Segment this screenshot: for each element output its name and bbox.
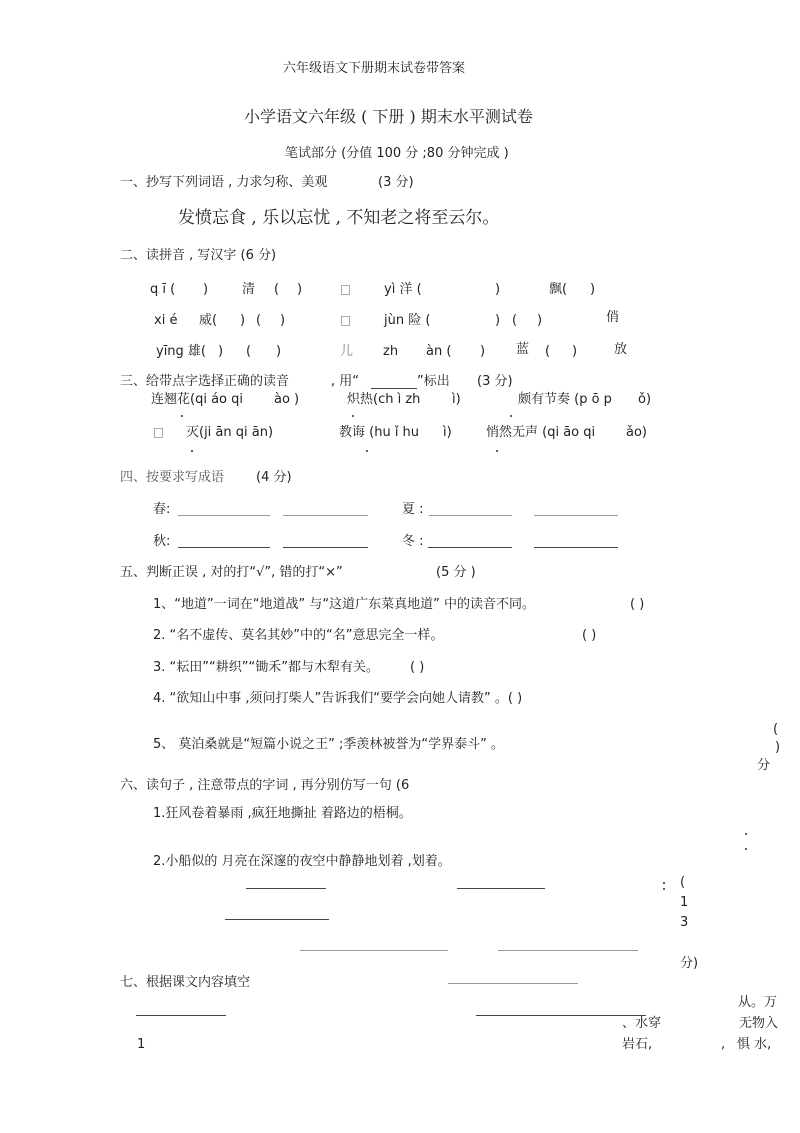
emphasis-dot [366,450,368,452]
pinyin-item: ( [256,313,262,328]
idiom-blank[interactable] [428,547,512,548]
idiom-blank[interactable] [283,547,368,548]
fill-blank[interactable] [448,983,578,984]
season-label: 冬 : [402,534,424,549]
reading-item: 连翘花(qi áo qi [151,392,243,407]
document-top-title: 六年级语文下册期末试卷带答案 [283,61,466,76]
pinyin-item: àn ( [426,344,452,359]
pinyin-item: ( [545,344,551,359]
section-4-score: (4 分) [256,470,292,485]
emphasis-dot [496,450,498,452]
section-3-mark-post: ”标出 [417,374,450,389]
side-fragment: ( [680,875,686,890]
pinyin-item: q ī ( [150,282,176,297]
placeholder-box-icon [154,428,163,438]
pinyin-item: ) [276,344,282,359]
pinyin-item: ) [203,282,209,297]
side-fragment: ) [775,740,781,755]
mark-underline [371,388,417,389]
reading-item: 炽热(ch ì zh [347,392,421,407]
placeholder-box-icon [341,316,350,326]
text-fragment: 无物入 [739,1016,779,1031]
judgement-item: 2. “名不虚传、莫名其妙”中的“名”意思完全一样。 [153,628,444,643]
pinyin-item: ) [280,313,286,328]
pinyin-item: 蓝 [516,342,530,357]
pinyin-item: 俏 [606,310,620,325]
idiom-blank[interactable] [178,547,270,548]
reading-item: ào ) [274,392,300,407]
reading-item: 悄然无声 (qi āo qi [486,425,596,440]
idiom-blank[interactable] [429,515,512,516]
emphasis-dot [191,450,193,452]
idiom-blank[interactable] [178,515,270,516]
pinyin-item: ) [572,344,578,359]
fill-blank[interactable] [476,1015,646,1016]
section-3-score: (3 分) [477,374,513,389]
idiom-blank[interactable] [534,515,618,516]
section-1-copy-text: 发愤忘食 , 乐以忘忧 , 不知老之将至云尔。 [178,208,500,228]
reading-item: ǒ) [638,392,652,407]
season-label: 夏 : [402,502,424,517]
pinyin-item: ) [495,313,501,328]
pinyin-item: ( [274,282,280,297]
pinyin-item: yīng 雄( [156,344,207,359]
judgement-answer[interactable]: ( ) [630,597,645,612]
pinyin-item: ) [480,344,486,359]
pinyin-item: ) [240,313,246,328]
pinyin-item: ) [218,344,224,359]
side-fragment: 分) [680,956,699,971]
side-fragment: ( [773,722,779,737]
pinyin-item: ) [590,282,596,297]
imitation-blank[interactable] [457,888,545,889]
reading-item: ì) [452,392,461,407]
season-label: 秋: [153,534,171,549]
pinyin-item: zh [383,344,399,359]
judgement-answer[interactable]: ( ) [582,628,597,643]
section-3-mark-pre: , 用“ [331,374,359,389]
judgement-answer[interactable]: ( ) [410,660,425,675]
section-2-heading: 二、读拼音 , 写汉字 (6 分) [120,248,277,263]
text-fragment: 、水穿 [622,1016,662,1031]
emphasis-dot [352,415,354,417]
judgement-item: 4. “欲知山中事 ,须问打柴人”告诉我们“要学会向她人请教” 。( ) [153,691,523,706]
side-fragment: 分 [757,758,771,773]
sentence-item: 1.狂风卷着暴雨 ,疯狂地撕扯 着路边的梧桐。 [153,806,412,821]
imitation-blank[interactable] [498,950,638,951]
side-fragment: 3 [680,915,689,930]
pinyin-item: yì 洋 ( [384,282,422,297]
reading-item: 颇有节奏 (p ō p [518,392,612,407]
imitation-blank[interactable] [246,888,326,889]
section-5-score: (5 分 ) [436,565,476,580]
text-fragment: 从。万 [738,995,778,1010]
pinyin-item: ) [537,313,543,328]
judgement-item: 5、 莫泊桑就是“短篇小说之王” ;季羡林被誉为“学界泰斗” 。 [153,737,504,752]
section-7-heading: 七、根据课文内容填空 [120,975,251,990]
emphasis-dot [181,415,183,417]
section-5-heading: 五、判断正误 , 对的打“√”, 错的打“×” [120,565,343,580]
sentence-item: 2.小船似的 月亮在深邃的夜空中静静地划着 ,划着。 [153,854,451,869]
section-6-heading: 六、读句子 , 注意带点的字词 , 再分别仿写一句 (6 [120,778,410,793]
pinyin-item: 放 [614,342,628,357]
reading-item: ǎo) [626,425,647,440]
exam-subtitle: 笔试部分 (分值 100 分 ;80 分钟完成 ) [285,146,509,161]
reading-item: 灭(ji ān qi ān) [186,425,274,440]
reading-item: 教诲 (hu ǐ hu [339,425,420,440]
pinyin-item: ( [246,344,252,359]
idiom-blank[interactable] [534,547,618,548]
placeholder-box-icon [341,285,350,295]
emphasis-dot [663,888,665,890]
section-1-score: (3 分) [378,175,414,190]
season-label: 春: [153,502,171,517]
emphasis-dot [745,848,747,850]
section-4-heading: 四、按要求写成语 [120,470,225,485]
imitation-blank[interactable] [300,950,448,951]
reading-item: ì) [443,425,452,440]
section-3-heading: 三、给带点字选择正确的读音 [120,374,290,389]
imitation-blank[interactable] [225,919,329,920]
pinyin-item: 飘( [549,282,568,297]
pinyin-item: ) [495,282,501,297]
side-fragment: 1 [680,895,689,910]
idiom-blank[interactable] [283,515,368,516]
emphasis-dot [510,415,512,417]
emphasis-dot [745,833,747,835]
judgement-item: 1、“地道”一词在“地道战” 与“这道广东菜真地道” 中的读音不同。 [153,597,535,612]
pinyin-item: 清 [242,282,256,297]
text-fragment: , [721,1037,726,1052]
pinyin-item: xi é [154,313,178,328]
pinyin-item: jùn 险 ( [384,313,431,328]
pinyin-item: ) [297,282,303,297]
fill-blank[interactable] [136,1015,226,1016]
judgement-item: 3. “耘田”“耕织”“锄禾”都与木犁有关。 [153,660,379,675]
section-1-heading: 一、抄写下列词语 , 力求匀称、美观 [120,175,328,190]
pinyin-item: ( [512,313,518,328]
text-fragment: 1 [137,1037,146,1052]
pinyin-item: 威( [199,313,218,328]
pinyin-item: 儿 [340,344,354,359]
emphasis-dot [663,882,665,884]
text-fragment: 惧 水, [737,1037,772,1052]
exam-title: 小学语文六年级 ( 下册 ) 期末水平测试卷 [244,107,533,126]
text-fragment: 岩石, [622,1037,653,1052]
